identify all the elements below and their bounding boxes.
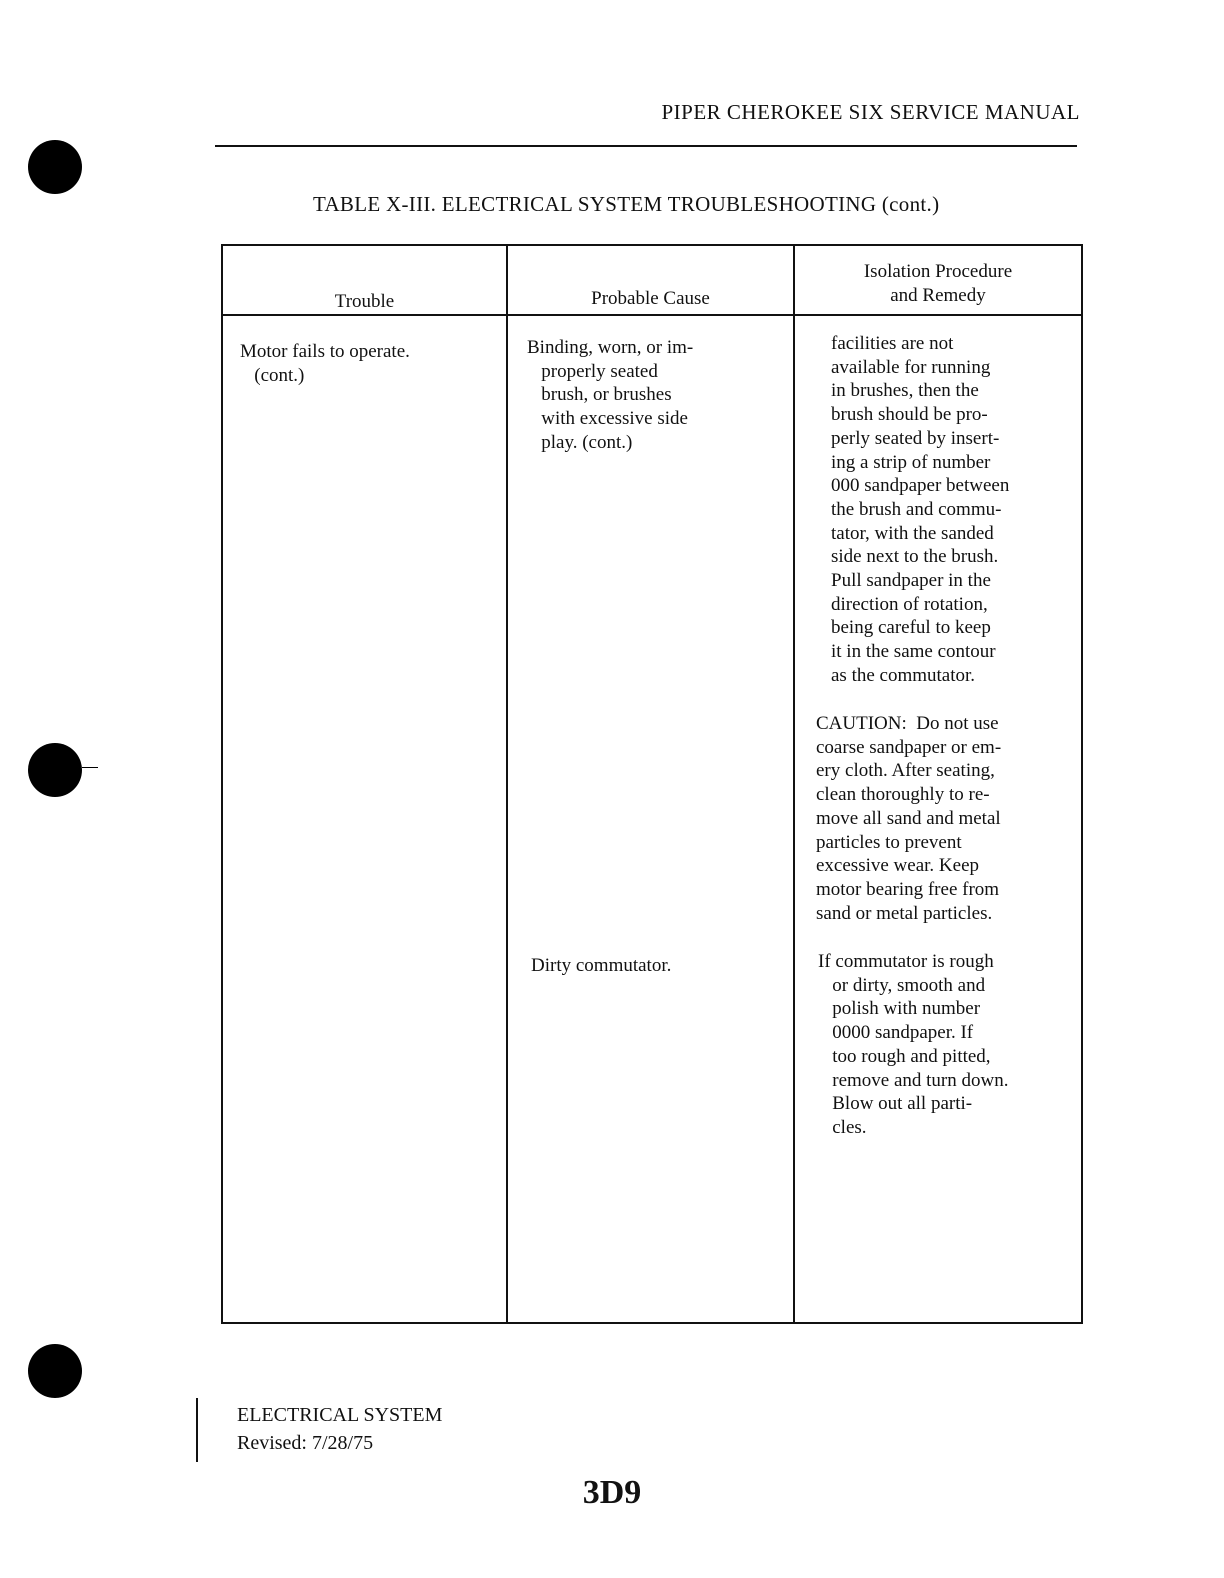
manual-title: PIPER CHEROKEE SIX SERVICE MANUAL: [661, 100, 1080, 124]
binder-hole-icon: [28, 743, 82, 797]
remedy-cell: facilities are not available for running in brushes, then the brush should be pro- perly seated by insert- ing a strip of number 000 sandpaper between the brush and commu- tator, with the sanded side next to the brush. Pull sandpaper in the direction of rotation, being careful to keep it in the same contour as the commutator.: [831, 333, 1010, 686]
footer: [237, 1401, 442, 1457]
column-header-trouble: Trouble: [334, 291, 395, 312]
column-header-isolation-remedy: Isolation Procedure and Remedy: [863, 261, 1013, 306]
cause-cell: Dirty commutator.: [531, 955, 672, 976]
hole-mark: [82, 767, 98, 768]
remedy-cell: If commutator is rough or dirty, smooth and polish with number 0000 sandpaper. If too rough and pitted, remove and turn down. Blow out all parti- cles.: [818, 951, 1009, 1138]
page-number: 3D9: [582, 1474, 642, 1511]
footer-revised: Revised: 7/28/75: [237, 1432, 374, 1454]
trouble-cell: Motor fails to operate. (cont.): [240, 341, 410, 386]
caution-note: CAUTION: Do not use coarse sandpaper or em- ery cloth. After seating, clean thoroughly to re- move all sand and metal particles to prevent excessive wear. Keep motor bearing free from sand or metal particles.: [816, 713, 1002, 924]
revision-bar: [196, 1398, 198, 1462]
binder-hole-icon: [28, 1344, 82, 1398]
column-divider: [793, 246, 795, 1322]
table-title: TABLE X-III. ELECTRICAL SYSTEM TROUBLESHOOTING (cont.): [313, 192, 940, 216]
header-rule: [215, 145, 1077, 147]
cause-cell: Binding, worn, or im- properly seated brush, or brushes with excessive side play. (cont.): [527, 337, 694, 453]
binder-hole-icon: [28, 140, 82, 194]
troubleshooting-table: [221, 244, 1083, 1324]
column-header-probable-cause: Probable Cause: [591, 288, 710, 309]
column-divider: [506, 246, 508, 1322]
footer-section: ELECTRICAL SYSTEM: [237, 1404, 443, 1426]
header-divider: [223, 314, 1081, 316]
